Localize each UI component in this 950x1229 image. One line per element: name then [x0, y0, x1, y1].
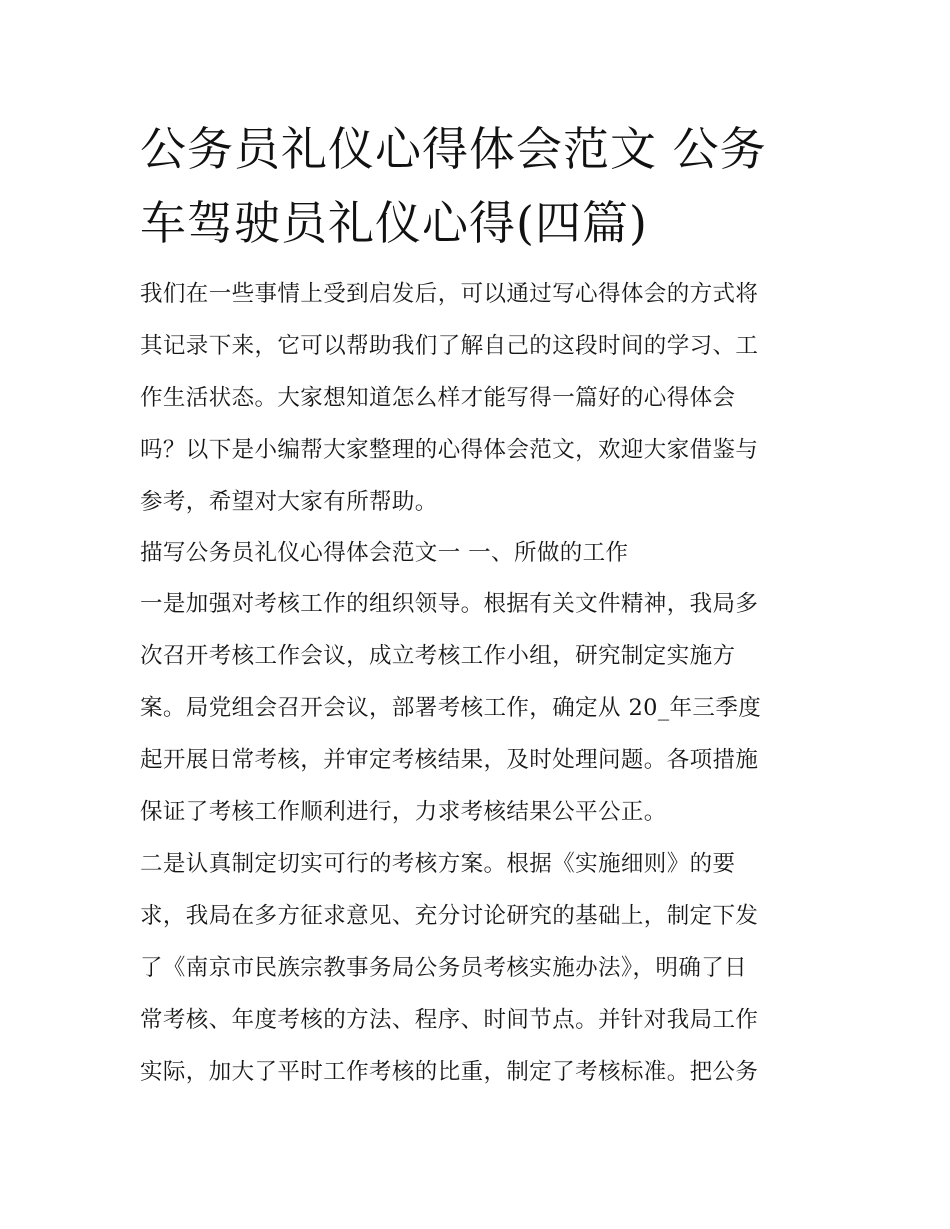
title-line-1: 公务员礼仪心得体会范文 公务: [140, 122, 767, 176]
body-text: [140, 268, 815, 1098]
body-line: 起开展日常考核，并审定考核结果，及时处理问题。各项措施: [140, 747, 759, 773]
body-line: 保证了考核工作顺利进行，力求考核结果公平公正。: [140, 799, 667, 825]
body-line: 作生活状态。大家想知道怎么样才能写得一篇好的心得体会: [140, 385, 736, 411]
body-line: 实际，加大了平时工作考核的比重，制定了考核标准。把公务: [140, 1059, 759, 1085]
body-line: 我们在一些事情上受到启发后，可以通过写心得体会的方式将: [140, 281, 759, 307]
section-heading: 描写公务员礼仪心得体会范文一 一、所做的工作: [140, 540, 629, 566]
body-line: 其记录下来，它可以帮助我们了解自己的这段时间的学习、工: [140, 333, 759, 359]
document-title: [140, 112, 815, 260]
document-content: [140, 112, 815, 1098]
body-line: 了《南京市民族宗教事务局公务员考核实施办法》，明确了日: [140, 955, 748, 981]
body-line: 求，我局在多方征求意见、充分讨论研究的基础上，制定下发: [140, 903, 759, 929]
body-line: 吗？以下是小编帮大家整理的心得体会范文，欢迎大家借鉴与: [140, 437, 759, 463]
body-line: 一是加强对考核工作的组织领导。根据有关文件精神，我局多: [140, 591, 759, 617]
body-line: 次召开考核工作会议，成立考核工作小组，研究制定实施方: [140, 643, 736, 669]
body-line: 二是认真制定切实可行的考核方案。根据《实施细则》的要: [140, 851, 736, 877]
title-line-2: 车驾驶员礼仪心得(四篇): [140, 196, 648, 250]
body-line: 案。局党组会召开会议，部署考核工作，确定从 20_年三季度: [140, 695, 762, 721]
body-line: 常考核、年度考核的方法、程序、时间节点。并针对我局工作: [140, 1007, 759, 1033]
body-line: 参考，希望对大家有所帮助。: [140, 489, 438, 515]
